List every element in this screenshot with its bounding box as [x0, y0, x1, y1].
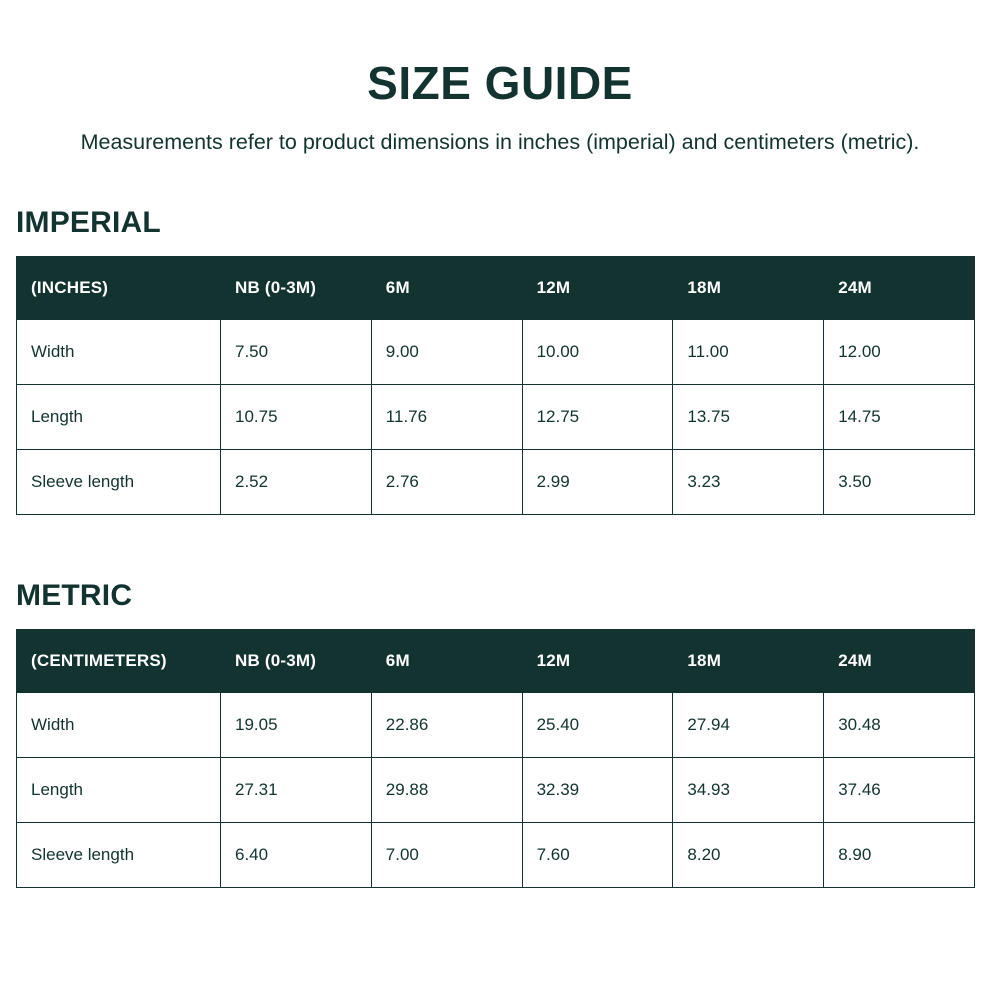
cell-value: 8.90 — [824, 822, 975, 887]
imperial-size-table — [16, 256, 975, 515]
table-row — [17, 319, 975, 384]
row-label: Length — [17, 757, 221, 822]
cell-value: 7.60 — [522, 822, 673, 887]
row-label: Sleeve length — [17, 449, 221, 514]
imperial-heading: IMPERIAL — [16, 205, 161, 239]
row-label: Sleeve length — [17, 822, 221, 887]
column-header-6m: 6M — [371, 256, 522, 319]
cell-value: 11.00 — [673, 319, 824, 384]
row-label: Length — [17, 384, 221, 449]
column-header-24m: 24M — [824, 629, 975, 692]
table-header-row — [17, 256, 975, 319]
cell-value: 34.93 — [673, 757, 824, 822]
cell-value: 6.40 — [221, 822, 372, 887]
cell-value: 7.00 — [371, 822, 522, 887]
cell-value: 8.20 — [673, 822, 824, 887]
cell-value: 19.05 — [221, 692, 372, 757]
metric-heading: METRIC — [16, 578, 133, 612]
column-header-18m: 18M — [673, 256, 824, 319]
column-header-nb: NB (0-3M) — [221, 629, 372, 692]
page-subtitle: Measurements refer to product dimensions in inches (imperial) and centimeters (metric). — [80, 129, 920, 154]
column-header-24m: 24M — [824, 256, 975, 319]
cell-value: 7.50 — [221, 319, 372, 384]
cell-value: 2.99 — [522, 449, 673, 514]
cell-value: 12.00 — [824, 319, 975, 384]
row-label: Width — [17, 692, 221, 757]
cell-value: 29.88 — [371, 757, 522, 822]
cell-value: 3.23 — [673, 449, 824, 514]
cell-value: 2.76 — [371, 449, 522, 514]
cell-value: 22.86 — [371, 692, 522, 757]
cell-value: 11.76 — [371, 384, 522, 449]
column-header-12m: 12M — [522, 256, 673, 319]
cell-value: 30.48 — [824, 692, 975, 757]
page-title: SIZE GUIDE — [367, 57, 633, 109]
cell-value: 14.75 — [824, 384, 975, 449]
cell-value: 10.00 — [522, 319, 673, 384]
imperial-section — [16, 206, 984, 515]
cell-value: 12.75 — [522, 384, 673, 449]
table-row — [17, 822, 975, 887]
column-header-unit: (INCHES) — [17, 256, 221, 319]
cell-value: 3.50 — [824, 449, 975, 514]
table-row — [17, 384, 975, 449]
cell-value: 27.94 — [673, 692, 824, 757]
cell-value: 9.00 — [371, 319, 522, 384]
column-header-18m: 18M — [673, 629, 824, 692]
table-row — [17, 692, 975, 757]
column-header-12m: 12M — [522, 629, 673, 692]
cell-value: 37.46 — [824, 757, 975, 822]
cell-value: 27.31 — [221, 757, 372, 822]
table-header-row — [17, 629, 975, 692]
cell-value: 2.52 — [221, 449, 372, 514]
table-row — [17, 449, 975, 514]
table-row — [17, 757, 975, 822]
column-header-unit: (CENTIMETERS) — [17, 629, 221, 692]
row-label: Width — [17, 319, 221, 384]
metric-section — [16, 579, 984, 888]
column-header-6m: 6M — [371, 629, 522, 692]
column-header-nb: NB (0-3M) — [221, 256, 372, 319]
metric-size-table — [16, 629, 975, 888]
cell-value: 32.39 — [522, 757, 673, 822]
cell-value: 13.75 — [673, 384, 824, 449]
cell-value: 25.40 — [522, 692, 673, 757]
cell-value: 10.75 — [221, 384, 372, 449]
